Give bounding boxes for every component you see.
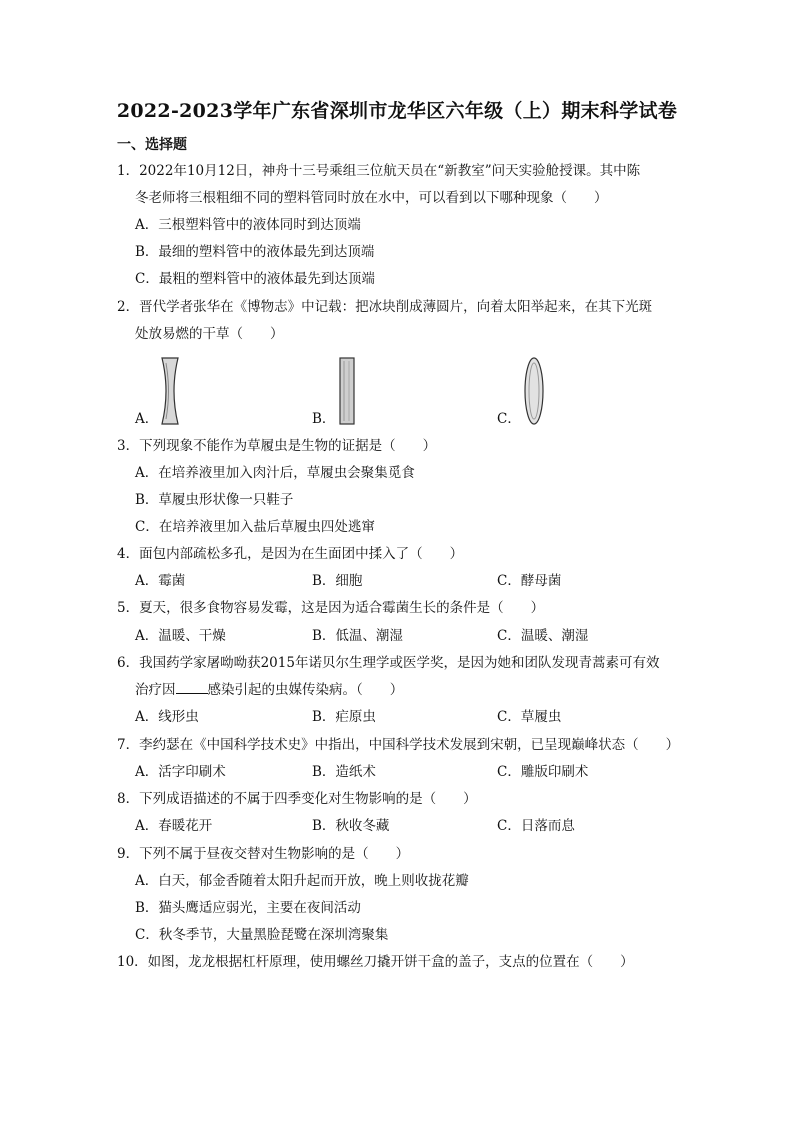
- question-9-line-1: 9．下列不属于昼夜交替对生物影响的是（ ）: [117, 846, 410, 862]
- question-9-option-b[interactable]: B．猫头鹰适应弱光，主要在夜间活动: [135, 900, 361, 916]
- flat-glass-plate-icon: [338, 355, 358, 427]
- question-8-line-1: 8．下列成语描述的不属于四季变化对生物影响的是（ ）: [117, 791, 477, 807]
- question-9-option-a[interactable]: A．白天，郁金香随着太阳升起而开放，晚上则收拢花瓣: [135, 873, 469, 889]
- question-4-option-b[interactable]: B．细胞: [312, 573, 363, 589]
- section-heading: 一、选择题: [117, 137, 187, 153]
- question-2-line-2: 处放易燃的干草（ ）: [135, 326, 284, 342]
- convex-lens-icon: [522, 355, 546, 427]
- question-6-option-a[interactable]: A．线形虫: [135, 709, 199, 725]
- question-4-option-c[interactable]: C．酵母菌: [497, 573, 562, 589]
- question-6-line-2: [135, 681, 403, 699]
- question-7-option-a[interactable]: A．活字印刷术: [135, 764, 226, 780]
- question-5-option-c[interactable]: C．温暖、潮湿: [497, 628, 589, 644]
- question-6-line-1: 6．我国药学家屠呦呦获2015年诺贝尔生理学或医学奖，是因为她和团队发现青蒿素可有效: [117, 655, 660, 671]
- question-3-line-1: 3．下列现象不能作为草履虫是生物的证据是（ ）: [117, 438, 437, 454]
- question-10-line-1: 10．如图，龙龙根据杠杆原理，使用螺丝刀撬开饼干盒的盖子，支点的位置在（ ）: [117, 954, 634, 970]
- question-5-option-a[interactable]: A．温暖、干燥: [135, 628, 226, 644]
- question-2-line-1: 2．晋代学者张华在《博物志》中记载：把冰块削成薄圆片，向着太阳举起来，在其下光斑: [117, 299, 653, 315]
- question-3-option-c[interactable]: C．在培养液里加入盐后草履虫四处逃窜: [135, 519, 375, 535]
- question-1-line-1: 1．2022年10月12日，神舟十三号乘组三位航天员在“新教室”问天实验舱授课。其中陈: [117, 163, 641, 179]
- question-1-line-2: 冬老师将三根粗细不同的塑料管同时放在水中，可以看到以下哪种现象（ ）: [135, 190, 608, 206]
- question-6-option-b[interactable]: B．疟原虫: [312, 709, 376, 725]
- question-4-line-1: 4．面包内部疏松多孔，是因为在生面团中揉入了（ ）: [117, 546, 464, 562]
- question-7-option-c[interactable]: C．雕版印刷术: [497, 764, 589, 780]
- question-8-option-a[interactable]: A．春暖花开: [135, 818, 213, 834]
- question-9-option-c[interactable]: C．秋冬季节，大量黑脸琵鹭在深圳湾聚集: [135, 927, 389, 943]
- question-3-option-b[interactable]: B．草履虫形状像一只鞋子: [135, 492, 294, 508]
- question-4-option-a[interactable]: A．霉菌: [135, 573, 186, 589]
- question-1-option-a[interactable]: A．三根塑料管中的液体同时到达顶端: [135, 217, 361, 233]
- question-5-option-b[interactable]: B．低温、潮湿: [312, 628, 403, 644]
- question-8-option-b[interactable]: B．秋收冬藏: [312, 818, 390, 834]
- answer-blank[interactable]: [176, 681, 208, 694]
- question-2-option-b[interactable]: B．: [312, 411, 336, 427]
- question-7-option-b[interactable]: B．造纸术: [312, 764, 376, 780]
- question-1-option-b[interactable]: B．最细的塑料管中的液体最先到达顶端: [135, 244, 375, 260]
- question-2-option-c[interactable]: C．: [497, 411, 521, 427]
- question-6-line-2-start: 治疗因: [135, 682, 176, 698]
- question-8-option-c[interactable]: C．日落而息: [497, 818, 575, 834]
- question-2-option-a[interactable]: A．: [135, 411, 159, 427]
- question-7-line-1: 7．李约瑟在《中国科学技术史》中指出，中国科学技术发展到宋朝，已呈现巅峰状态（ ）: [117, 737, 680, 753]
- question-6-option-c[interactable]: C．草履虫: [497, 709, 562, 725]
- question-1-option-c[interactable]: C．最粗的塑料管中的液体最先到达顶端: [135, 271, 375, 287]
- question-6-line-2-end: 感染引起的虫媒传染病。（ ）: [207, 682, 404, 698]
- concave-lens-icon: [160, 355, 188, 427]
- page-title: 2022-2023学年广东省深圳市龙华区六年级（上）期末科学试卷: [116, 100, 678, 122]
- question-5-line-1: 5．夏天，很多食物容易发霉，这是因为适合霉菌生长的条件是（ ）: [117, 600, 545, 616]
- question-3-option-a[interactable]: A．在培养液里加入肉汁后，草履虫会聚集觅食: [135, 465, 415, 481]
